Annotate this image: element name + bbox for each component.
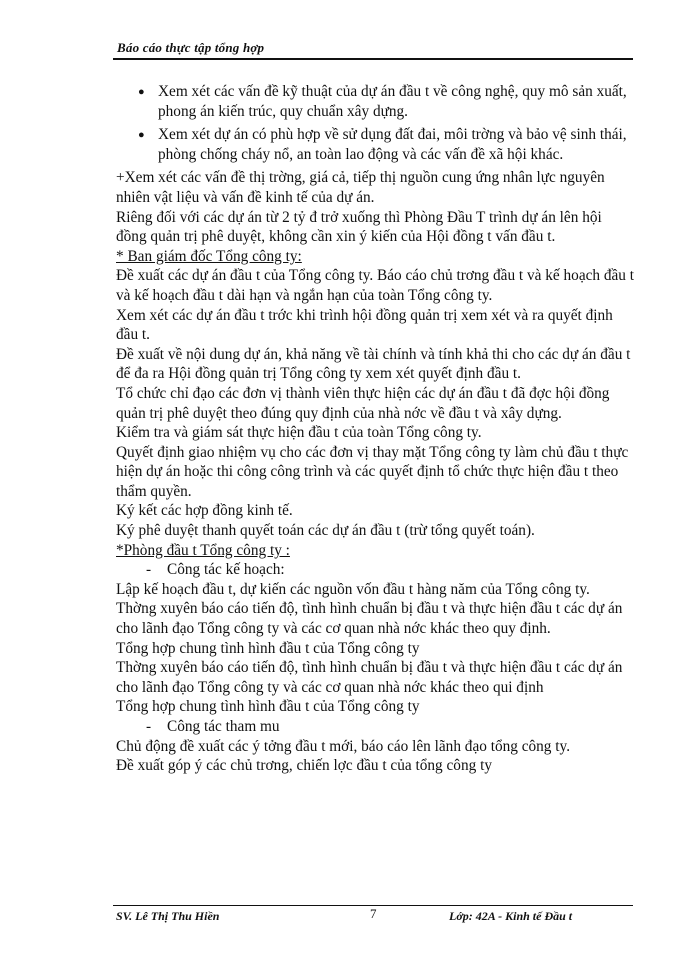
planning-item: Thờng xuyên báo cáo tiến độ, tình hình chuẩn bị đầu t và thực hiện đầu t các dự án cho lãnh đạo Tổng công ty và các cơ quan nhà nớc khác theo qui định: [116, 659, 623, 696]
bullet-icon: ●: [138, 129, 145, 142]
planning-item: Tổng hợp chung tình hình đầu t của Tổng công ty: [116, 698, 420, 716]
subheading-planning: [116, 560, 636, 580]
planning-item: Tổng hợp chung tình hình đầu t của Tổng công ty: [116, 639, 420, 657]
dash-marker: -: [146, 718, 152, 735]
board-item: Ký phê duyệt thanh quyết toán các dự án đầu t (trừ tổng quyết toán).: [116, 522, 535, 540]
advisory-item: Chủ động đề xuất các ý tởng đầu t mới, báo cáo lên lãnh đạo tổng công ty.: [116, 737, 571, 755]
board-item: Quyết định giao nhiệm vụ cho các đơn vị thay mặt Tổng công ty làm chủ đầu t thực hiện dự án hoặc thi công công trình và các quyết định tổ chức thực hiện đầu t theo thẩm quyền.: [116, 443, 629, 500]
heading-board: * Ban giám đốc Tổng công ty:: [116, 247, 302, 265]
board-item: Kiểm tra và giám sát thực hiện đầu t của toàn Tổng công ty.: [116, 424, 482, 442]
board-item: Ký kết các hợp đồng kinh tế.: [116, 502, 293, 520]
header-title: Báo cáo thực tập tổng hợp: [117, 40, 265, 55]
heading-department: *Phòng đầu t Tổng công ty :: [116, 541, 290, 559]
board-item: Tổ chức chỉ đạo các đơn vị thành viên thực hiện các dự án đầu t đã đợc hội đồng quản trị phê duyệt theo đúng quy định của nhà nớc về đầu t và xây dựng.: [116, 384, 610, 422]
document-body: [116, 82, 636, 776]
bullet-item: [116, 82, 636, 121]
board-item: Xem xét các dự án đầu t trớc khi trình hội đồng quản trị xem xét và ra quyết định đầu t.: [116, 306, 613, 344]
footer-author: SV. Lê Thị Thu Hiền: [116, 909, 220, 923]
footer-class-info: Lớp: 42A - Kinh tế Đầu t: [449, 909, 573, 923]
planning-item: Thờng xuyên báo cáo tiến độ, tình hình chuẩn bị đầu t và thực hiện đầu t các dự án cho lãnh đạo Tổng công ty và các cơ quan nhà nớc khác theo quy định.: [116, 600, 623, 638]
board-item: Đề xuất về nội dung dự án, khả năng về tài chính và tính khả thi cho các dự án đầu t để đa ra Hội đồng quản trị Tổng công ty xem xét quyết định đầu t.: [116, 345, 631, 383]
paragraph-projects: Riêng đối với các dự án từ 2 tỷ đ trở xuống thì Phòng Đầu T trình dự án lên hội đồng quản trị phê duyệt, không cần xin ý kiến của Hội đồng t vấn đầu t.: [116, 208, 602, 246]
header-divider: [113, 58, 633, 60]
subheading-text: Công tác tham mu: [167, 718, 280, 735]
advisory-item: Đề xuất góp ý các chủ trơng, chiến lợc đầu t của tổng công ty: [116, 757, 492, 775]
page-number: 7: [370, 906, 377, 921]
paragraph-market: +Xem xét các vấn đề thị trờng, giá cả, tiếp thị nguồn cung ứng nhân lực nguyên nhiên vật liệu và vấn đề kinh tế của dự án.: [116, 169, 605, 206]
subheading-text: Công tác kế hoạch:: [167, 561, 285, 579]
bullet-icon: ●: [138, 86, 145, 98]
bullet-item: [116, 125, 636, 164]
bullet-text: Xem xét dự án có phù hợp về sử dụng đất đai, môi trờng và bảo vệ sinh thái, phòng chống cháy nổ, an toàn lao động và các vấn đề xã hội khác.: [158, 126, 627, 163]
planning-item: Lập kế hoạch đầu t, dự kiến các nguồn vốn đầu t hàng năm của Tổng công ty.: [116, 580, 590, 598]
board-item: Đề xuất các dự án đầu t của Tổng công ty. Báo cáo chủ trơng đầu t và kế hoạch đầu t và kế hoạch đầu t dài hạn và ngắn hạn của toàn Tổng công ty.: [116, 267, 635, 304]
subheading-advisory: [116, 717, 636, 737]
dash-marker: -: [146, 561, 152, 579]
bullet-text: Xem xét các vấn đề kỹ thuật của dự án đầu t về công nghệ, quy mô sản xuất, phong án kiến trúc, quy chuẩn xây dựng.: [158, 83, 627, 120]
